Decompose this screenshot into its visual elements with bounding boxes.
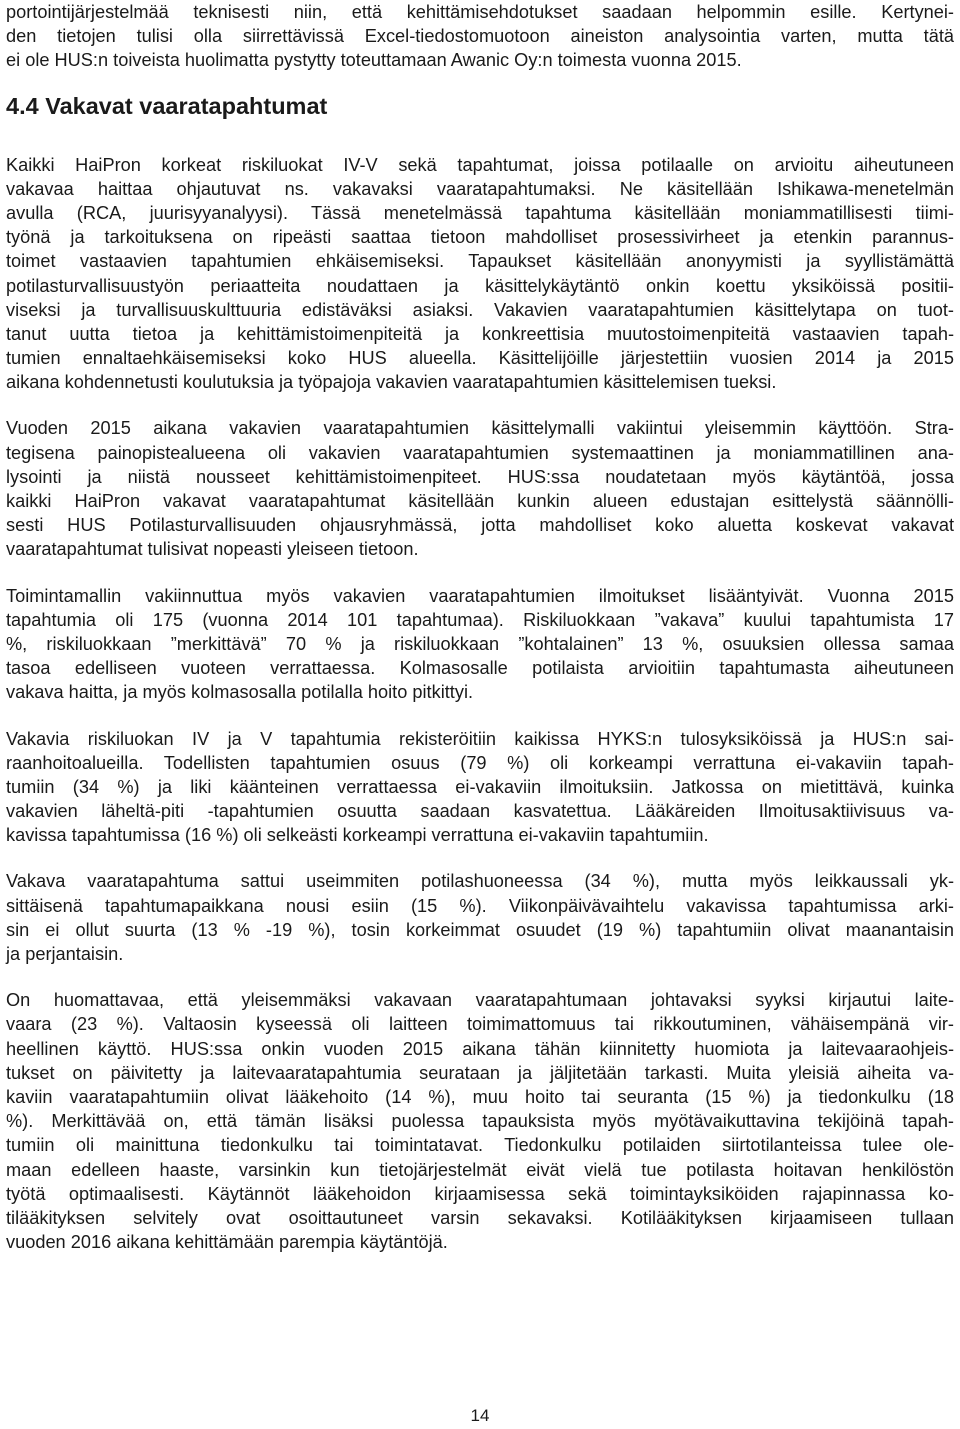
text-line: tasoa edelliseen vuoteen verrattaessa. Kolmasosalle potilaista arvioitiin tapahtumasta aiheutuneen xyxy=(6,658,954,679)
page-number: 14 xyxy=(470,1406,490,1425)
text-line: tumien ennaltaehkäisemiseksi koko HUS alueella. Käsittelijöille järjestettiin vuosien 2014 ja 2015 xyxy=(6,348,954,369)
text-line: tumiin oli mainittuna tiedonkulku tai toimintatavat. Tiedonkulku potilaiden siirtotilanteissa tulee ole- xyxy=(6,1135,954,1156)
text-line: lysointi ja niistä nousseet kehittämistoimenpiteet. HUS:ssa noudatetaan myös käytäntöä, jossa xyxy=(6,466,954,487)
text-line: avulla (RCA, juurisyyanalyysi). Tässä menetelmässä tapahtuma käsitellään moniammatillisesti tiimi- xyxy=(6,202,954,223)
text-line: toimet vastaavien tapahtumien ehkäisemiseksi. Tapaukset käsitellään anonyymisti ja syyllistämättä xyxy=(6,251,954,272)
text-line: %). Merkittävää on, että tämän lisäksi puolessa tapauksista myös myötävaikuttavina tekijöinä tapah- xyxy=(6,1111,954,1132)
paragraph xyxy=(6,584,954,705)
paragraph xyxy=(6,988,954,1254)
paragraph xyxy=(6,869,954,966)
text-line: vaaratapahtumat tulisivat nopeasti yleiseen tietoon. xyxy=(6,539,419,560)
text-line: vaara (23 %). Valtaosin kyseessä oli laitteen toimimattomuus tai rikkoutuminen, vähäisempänä vir- xyxy=(6,1014,954,1035)
text-line: viseksi ja turvallisuuskulttuuria edistäväksi asiaksi. Vakavien vaaratapahtumien käsittelytapa on tuot- xyxy=(6,299,954,320)
text-line: kavissa tapahtumissa (16 %) oli selkeästi korkeampi verrattuna ei-vakaviin tapahtumiin. xyxy=(6,825,709,846)
document-page xyxy=(6,0,954,1254)
text-line: työtä optimaalisesti. Käytännöt lääkehoidon kirjaamisessa sekä toimintayksiköiden rajapinnassa ko- xyxy=(6,1183,954,1204)
text-line: kaviin vaaratapahtumiin olivat lääkehoito (14 %), muu hoito tai seuranta (15 %) ja tiedonkulku (18 xyxy=(6,1086,954,1107)
paragraph-gap xyxy=(6,562,954,584)
paragraph-gap xyxy=(6,705,954,727)
paragraph-gap xyxy=(6,847,954,869)
text-line: Toimintamallin vakiinnuttua myös vakavien vaaratapahtumien ilmoitukset lisääntyivät. Vuonna 2015 xyxy=(6,585,954,606)
text-line: vakavien läheltä-piti -tapahtumien osuutta saadaan kasvatettua. Lääkäreiden Ilmoitusaktiivisuus va- xyxy=(6,801,954,822)
text-line: vakavaa haittaa ohjautuvat ns. vakavaksi vaaratapahtumaksi. Ne käsitellään Ishikawa-menetelmän xyxy=(6,178,954,199)
text-line: tumiin (34 %) ja liki käänteinen verrattaessa ei-vakaviin ilmoituksiin. Jatkossa on mietittävä, kuinka xyxy=(6,776,954,797)
text-line: tegisena painopistealueena oli vakavien vaaratapahtumien systemaattinen ja moniammatillinen ana- xyxy=(6,442,954,463)
text-line: portointijärjestelmää teknisesti niin, että kehittämisehdotukset saadaan helpommin esille. Kertynei- xyxy=(6,2,954,22)
intro-paragraph xyxy=(6,0,954,73)
text-line: Vuoden 2015 aikana vakavien vaaratapahtumien käsittelymalli vakiintui yleisemmin käyttöön. Stra- xyxy=(6,418,954,439)
body-text xyxy=(6,153,954,1255)
text-line: tanut uutta tietoa ja kehittämistoimenpiteitä ja konkreettisia muutostoimenpiteitä vastaavien tapah- xyxy=(6,323,954,344)
text-line: heellinen käyttö. HUS:ssa onkin vuoden 2015 aikana tähän kiinnitetty huomiota ja laitevaaraohjeis- xyxy=(6,1038,954,1059)
text-line: sin ei ollut suurta (13 % -19 %), tosin korkeimmat osuudet (19 %) tapahtumiin olivat maanantaisin xyxy=(6,919,954,940)
text-line: Vakavia riskiluokan IV ja V tapahtumia rekisteröitiin kaikissa HYKS:n tulosyksiköissä ja HUS:n sai- xyxy=(6,728,954,749)
text-line: ei ole HUS:n toiveista huolimatta pystytty toteuttamaan Awanic Oy:n toimesta vuonna 2015. xyxy=(6,50,742,71)
text-line: %, riskiluokkaan ”merkittävä” 70 % ja riskiluokkaan ”kohtalainen” 13 %, osuuksien ollessa samaa xyxy=(6,633,954,654)
text-line: kaikki HaiPron vakavat vaaratapahtumat käsitellään kunkin alueen edustajan esittelystä säännölli- xyxy=(6,491,954,511)
text-line: den tietojen tulisi olla siirrettävissä Excel-tiedostomuotoon aineiston analysointia varten, mutta tätä xyxy=(6,26,954,47)
section-heading: 4.4 Vakavat vaaratapahtumat xyxy=(6,92,328,119)
text-line: Vakava vaaratapahtuma sattui useimmiten potilashuoneessa (34 %), mutta myös leikkaussali yk- xyxy=(6,871,954,892)
text-line: vakava haitta, ja myös kolmasosalla potilalla hoito pitkittyi. xyxy=(6,682,474,703)
text-line: aikana kohdennetusti koulutuksia ja työpajoja vakavien vaaratapahtumien käsittelemisen tueksi. xyxy=(6,372,777,393)
text-line: raanhoitoalueilla. Todellisten tapahtumien osuus (79 %) oli korkeampi verrattuna ei-vakaviin tapah- xyxy=(6,752,954,773)
paragraph xyxy=(6,727,954,848)
paragraph-gap xyxy=(6,394,954,416)
text-line: maan edelleen haaste, varsinkin kun tietojärjestelmät eivät vielä tue potilasta hoitavan henkilöstön xyxy=(6,1159,954,1180)
text-line: tukset on päivitetty ja laitevaaratapahtumia seurataan ja jäljitetään tarkasti. Muita yleisiä aiheita va- xyxy=(6,1062,954,1083)
text-line: tapahtumia oli 175 (vuonna 2014 101 tapahtumaa). Riskiluokkaan ”vakava” kuului tapahtumista 17 xyxy=(6,609,954,630)
paragraph xyxy=(6,153,954,395)
text-line: Kaikki HaiPron korkeat riskiluokat IV-V sekä tapahtumat, joissa potilaalle on arvioitu aiheutuneen xyxy=(6,154,954,175)
text-line: tilääkityksen selvitely ovat osoittautuneet varsin sekavaksi. Kotilääkityksen kirjaamiseen tullaan xyxy=(6,1207,954,1228)
text-line: vuoden 2016 aikana kehittämään parempia käytäntöjä. xyxy=(6,1232,448,1253)
text-line: potilasturvallisuustyön periaatteita noudattaen ja käsittelykäytäntö onkin koettu yksiköissä positii- xyxy=(6,275,954,296)
paragraph-gap xyxy=(6,966,954,988)
text-line: On huomattavaa, että yleisemmäksi vakavaan vaaratapahtumaan johtavaksi syyksi kirjautui laite- xyxy=(6,990,954,1011)
text-line: sittäisenä tapahtumapaikkana nousi esiin (15 %). Viikonpäivävaihtelu vakavissa tapahtumissa arki- xyxy=(6,895,954,916)
paragraph xyxy=(6,416,954,561)
text-line: sesti HUS Potilasturvallisuuden ohjausryhmässä, jotta mahdolliset koko aluetta koskevat vakavat xyxy=(6,515,954,536)
text-line: ja perjantaisin. xyxy=(6,944,124,964)
text-line: työnä ja tarkoituksena on ripeästi saattaa tietoon mahdolliset prosessivirheet ja etenkin parannus- xyxy=(6,227,954,248)
